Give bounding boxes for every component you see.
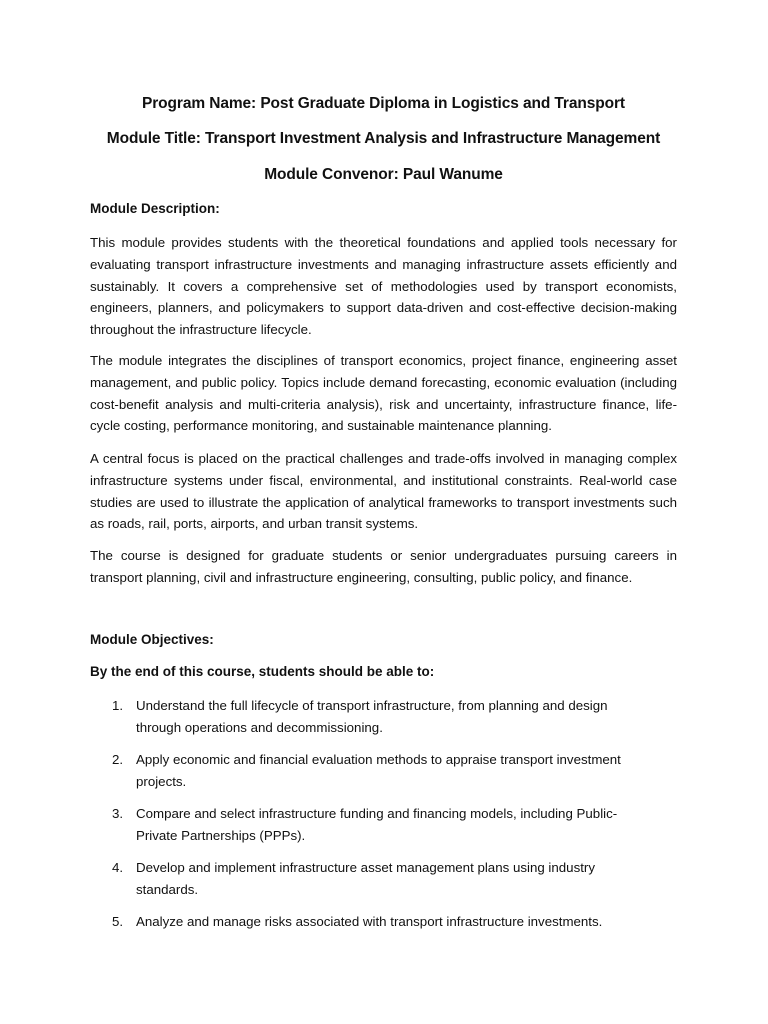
description-paragraph: This module provides students with the theoretical foundations and applied tools necessary for evaluating transport infrastructure investments and managing infrastructure assets efficiently and sustainably. It covers a comprehensive set of methodologies used by transport economists, engineers, planners, and policymakers to support data-driven and cost-effective decision-making throughout the infrastructure lifecycle. <box>90 235 677 338</box>
module-title: Module Title: Transport Investment Analysis and Infrastructure Management <box>106 130 661 147</box>
description-paragraph: The module integrates the disciplines of transport economics, project finance, engineering asset management, and public policy. Topics include demand forecasting, economic evaluation (including cost-benefit analysis and multi-criteria analysis), risk and uncertainty, infrastructure finance, life-cycle costing, performance monitoring, and sustainable maintenance planning. <box>90 353 677 434</box>
objective-number: 3. <box>112 805 124 821</box>
objectives-list <box>90 695 677 943</box>
objective-text: Understand the full lifecycle of transport infrastructure, from planning and design through operations and decommissioning. <box>136 698 608 735</box>
program-name: Program Name: Post Graduate Diploma in Logistics and Transport <box>141 95 625 112</box>
objective-number: 1. <box>112 698 124 713</box>
objective-text: Develop and implement infrastructure asset management plans using industry standards. <box>136 859 595 897</box>
objective-item <box>90 803 646 847</box>
objective-item <box>90 911 646 933</box>
description-paragraph: A central focus is placed on the practical challenges and trade-offs involved in managing complex infrastructure systems under fiscal, environmental, and institutional constraints. Real-world case studies are used to illustrate the application of analytical frameworks to transport investments such as roads, rail, ports, airports, and urban transit systems. <box>90 451 677 532</box>
objective-text: Analyze and manage risks associated with transport infrastructure investments. <box>136 913 603 929</box>
description-paragraph: The course is designed for graduate students or senior undergraduates pursuing careers in transport planning, civil and infrastructure engineering, consulting, public policy, and finance. <box>90 548 677 585</box>
objective-item <box>90 857 646 901</box>
objective-text: Apply economic and financial evaluation methods to appraise transport investment projects. <box>136 751 621 789</box>
objectives-heading: Module Objectives: <box>90 632 214 647</box>
objective-number: 5. <box>112 913 124 929</box>
description-heading: Module Description: <box>90 201 220 216</box>
module-convenor: Module Convenor: Paul Wanume <box>264 166 503 183</box>
objective-item <box>90 749 646 793</box>
objective-text: Compare and select infrastructure funding and financing models, including Public-Private Partnerships (PPPs). <box>136 805 618 843</box>
objectives-lead: By the end of this course, students should be able to: <box>90 664 435 679</box>
objective-number: 4. <box>112 859 124 875</box>
objective-number: 2. <box>112 751 124 767</box>
objective-item <box>90 695 646 739</box>
